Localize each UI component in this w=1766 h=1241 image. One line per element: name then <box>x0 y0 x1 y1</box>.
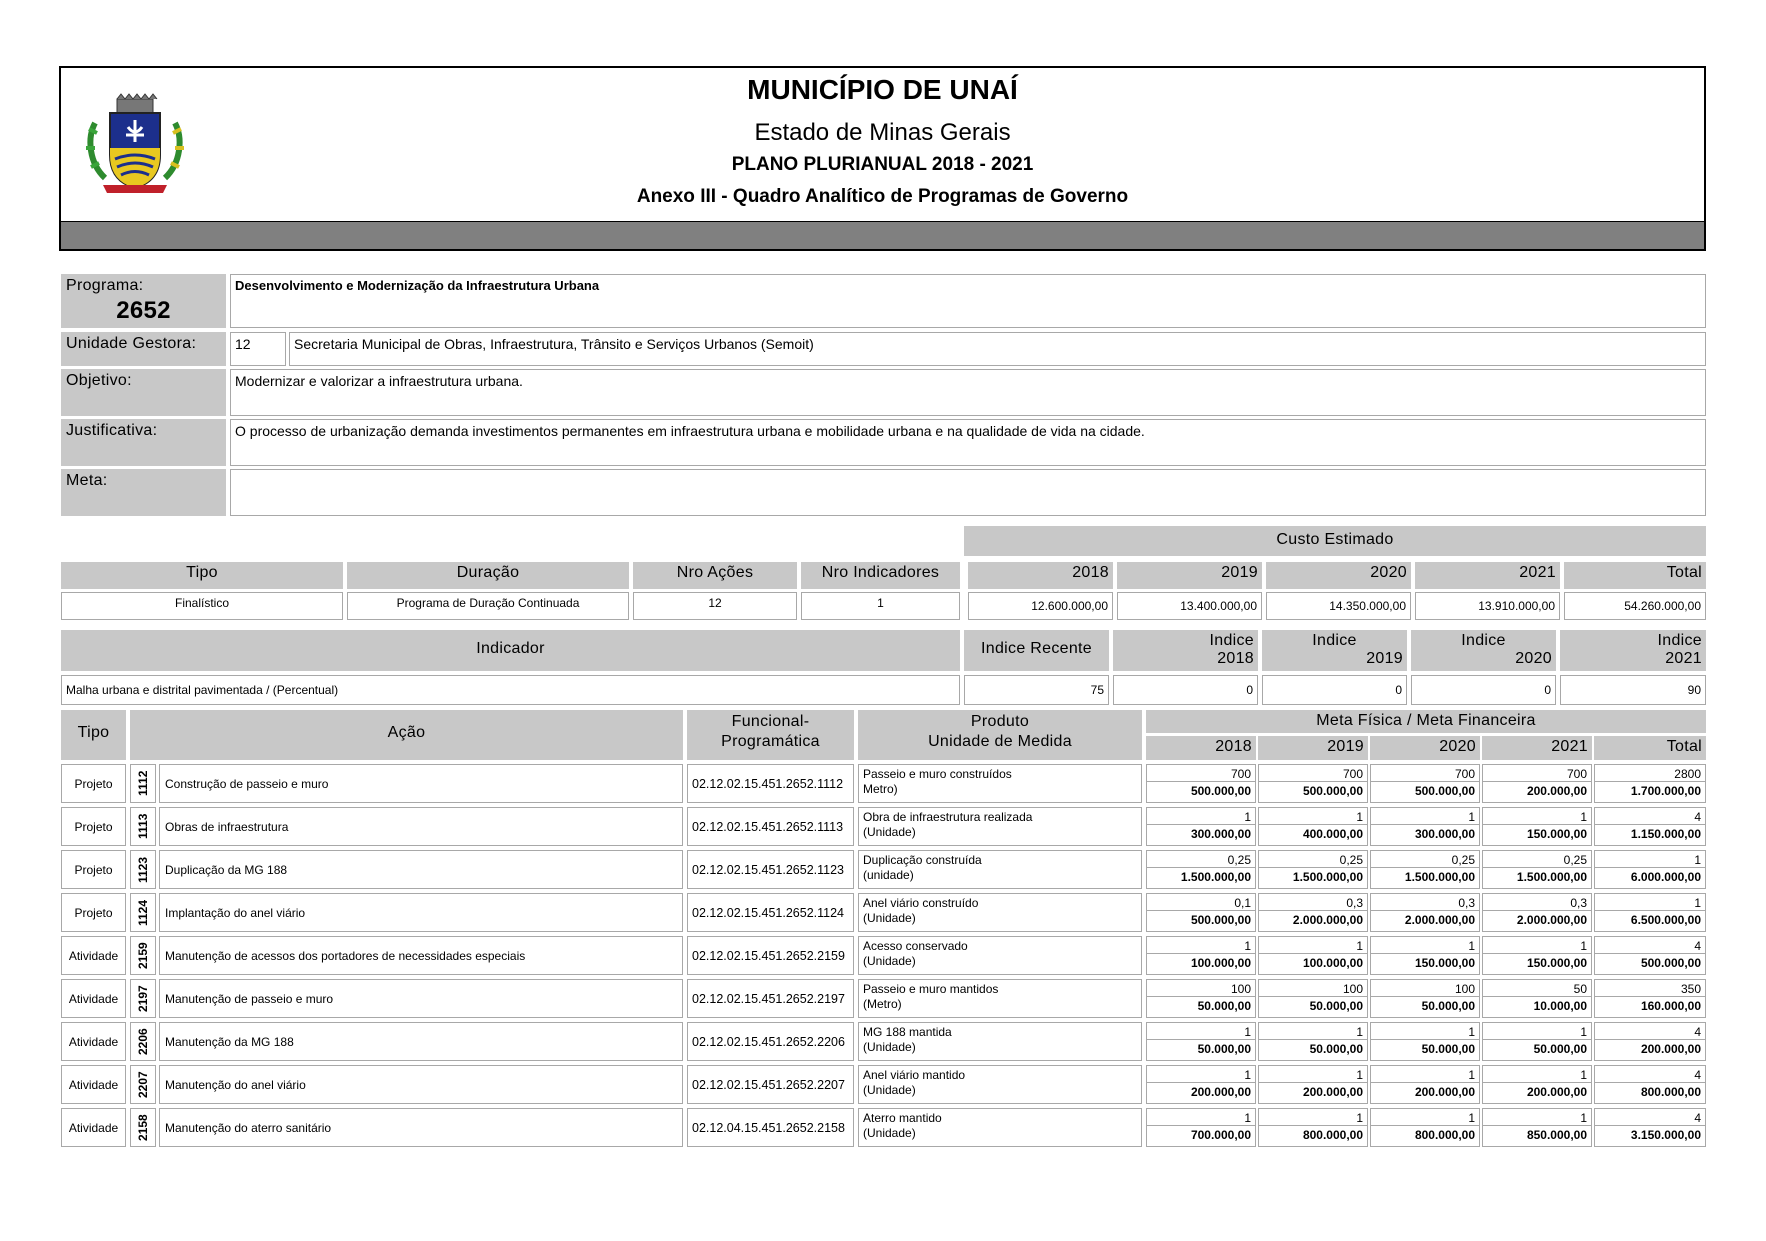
action-financial-goal: 3.150.000,00 <box>1595 1125 1705 1142</box>
action-physical-goal: 1 <box>1580 810 1587 824</box>
action-meta-cell <box>1258 1022 1368 1061</box>
action-physical-goal: 0,3 <box>1458 896 1475 910</box>
action-physical-goal: 1 <box>1244 810 1251 824</box>
indicator-header: Indicador <box>61 630 960 671</box>
action-physical-goal: 700 <box>1454 767 1475 781</box>
action-type: Projeto <box>61 850 126 889</box>
action-product-name: MG 188 mantida <box>863 1025 952 1039</box>
action-meta-cell <box>1258 936 1368 975</box>
action-meta-cell <box>1146 1108 1256 1147</box>
action-physical-goal: 700 <box>1230 767 1251 781</box>
action-financial-goal: 200.000,00 <box>1371 1082 1479 1099</box>
action-physical-goal: 4 <box>1694 1111 1701 1125</box>
action-functional: 02.12.02.15.451.2652.2206 <box>687 1022 854 1061</box>
index-2021-header-line2: 2021 <box>1665 650 1702 667</box>
action-physical-goal: 1 <box>1468 810 1475 824</box>
action-product-unit: (Unidade) <box>863 954 916 968</box>
action-financial-goal: 6.500.000,00 <box>1595 910 1705 927</box>
action-financial-goal: 700.000,00 <box>1147 1125 1255 1142</box>
action-name: Duplicação da MG 188 <box>159 850 683 889</box>
action-meta-cell <box>1370 936 1480 975</box>
action-code: 1112 <box>130 764 156 803</box>
action-financial-goal: 50.000,00 <box>1371 996 1479 1013</box>
action-product-unit: (Metro) <box>863 997 902 1011</box>
action-functional: 02.12.02.15.451.2652.1123 <box>687 850 854 889</box>
meta-year-header-y2018: 2018 <box>1146 736 1256 760</box>
action-code: 1123 <box>130 850 156 889</box>
action-physical-goal: 1 <box>1694 853 1701 867</box>
action-product-name: Anel viário construído <box>863 896 979 910</box>
action-type: Atividade <box>61 936 126 975</box>
action-meta-cell <box>1482 893 1592 932</box>
action-physical-goal: 100 <box>1230 982 1251 996</box>
unit-name: Secretaria Municipal de Obras, Infraestrutura, Trânsito e Serviços Urbanos (Semoit) <box>289 332 1706 366</box>
action-functional: 02.12.02.15.451.2652.2197 <box>687 979 854 1018</box>
index-2018-header-line1: Indice <box>1209 632 1254 649</box>
action-physical-goal: 350 <box>1680 982 1701 996</box>
index-2019-header-line1: Indice <box>1312 632 1357 649</box>
action-physical-goal: 1 <box>1468 1111 1475 1125</box>
action-financial-goal: 1.500.000,00 <box>1147 867 1255 884</box>
action-product-name: Passeio e muro construídos <box>863 767 1012 781</box>
indicator-2018: 0 <box>1113 675 1258 705</box>
action-meta-cell <box>1482 807 1592 846</box>
product-header-line1: Produto <box>970 713 1030 730</box>
action-financial-goal: 1.500.000,00 <box>1371 867 1479 884</box>
action-meta-cell <box>1146 893 1256 932</box>
action-financial-goal: 2.000.000,00 <box>1259 910 1367 927</box>
action-product <box>858 893 1142 932</box>
action-financial-goal: 2.000.000,00 <box>1483 910 1591 927</box>
action-financial-goal: 150.000,00 <box>1483 824 1591 841</box>
action-functional: 02.12.02.15.451.2652.1124 <box>687 893 854 932</box>
action-physical-goal: 1 <box>1356 1111 1363 1125</box>
action-physical-goal: 700 <box>1566 767 1587 781</box>
action-product-unit: Metro) <box>863 782 898 796</box>
index-2021-header-line1: Indice <box>1657 632 1702 649</box>
action-meta-cell <box>1146 1022 1256 1061</box>
action-physical-goal: 50 <box>1573 982 1587 996</box>
action-financial-goal: 50.000,00 <box>1371 1039 1479 1056</box>
action-physical-goal: 1 <box>1244 1111 1251 1125</box>
action-physical-goal: 4 <box>1694 1068 1701 1082</box>
action-physical-goal: 1 <box>1468 1068 1475 1082</box>
index-2019-header-line2: 2019 <box>1366 650 1403 667</box>
action-type: Atividade <box>61 1108 126 1147</box>
action-physical-goal: 1 <box>1356 810 1363 824</box>
justification-label: Justificativa: <box>61 419 226 466</box>
document-header <box>59 66 1706 251</box>
index-2020-header-line2: 2020 <box>1515 650 1552 667</box>
action-meta-cell <box>1370 979 1480 1018</box>
action-physical-goal: 0,1 <box>1234 896 1251 910</box>
summary-cost-2019: 13.400.000,00 <box>1117 592 1262 620</box>
unit-code: 12 <box>230 332 286 366</box>
meta-header: Meta Física / Meta Financeira <box>1146 710 1706 733</box>
action-meta-cell <box>1146 1065 1256 1104</box>
action-code: 1113 <box>130 807 156 846</box>
action-financial-goal: 400.000,00 <box>1259 824 1367 841</box>
summary-duration: Programa de Duração Continuada <box>347 592 629 620</box>
action-financial-goal: 1.500.000,00 <box>1259 867 1367 884</box>
action-financial-goal: 300.000,00 <box>1371 824 1479 841</box>
action-financial-goal: 150.000,00 <box>1371 953 1479 970</box>
summary-header-cost-total: Total <box>1564 562 1706 589</box>
index-2020-header <box>1411 630 1556 671</box>
action-meta-cell <box>1594 936 1706 975</box>
action-financial-goal: 1.500.000,00 <box>1483 867 1591 884</box>
action-physical-goal: 1 <box>1244 939 1251 953</box>
action-physical-goal: 100 <box>1454 982 1475 996</box>
action-meta-cell <box>1482 1108 1592 1147</box>
action-meta-cell <box>1370 807 1480 846</box>
action-meta-cell <box>1482 764 1592 803</box>
action-meta-cell <box>1370 1065 1480 1104</box>
action-code: 2207 <box>130 1065 156 1104</box>
action-type: Projeto <box>61 893 126 932</box>
action-physical-goal: 1 <box>1694 896 1701 910</box>
action-product <box>858 764 1142 803</box>
action-product-unit: (Unidade) <box>863 911 916 925</box>
action-physical-goal: 0,3 <box>1346 896 1363 910</box>
action-meta-cell <box>1258 893 1368 932</box>
summary-header-cost-2021: 2021 <box>1415 562 1560 589</box>
action-type: Projeto <box>61 807 126 846</box>
indicator-name: Malha urbana e distrital pavimentada / (Percentual) <box>61 675 960 705</box>
action-meta-cell <box>1594 850 1706 889</box>
goal-label: Meta: <box>61 469 226 516</box>
action-meta-cell <box>1482 936 1592 975</box>
cost-header: Custo Estimado <box>964 526 1706 556</box>
action-functional: 02.12.02.15.451.2652.1112 <box>687 764 854 803</box>
action-product <box>858 936 1142 975</box>
action-financial-goal: 1.150.000,00 <box>1595 824 1705 841</box>
action-physical-goal: 1 <box>1244 1068 1251 1082</box>
summary-action-count: 12 <box>633 592 797 620</box>
action-product-name: Passeio e muro mantidos <box>863 982 999 996</box>
action-physical-goal: 1 <box>1356 1068 1363 1082</box>
action-meta-cell <box>1482 850 1592 889</box>
action-product-name: Acesso conservado <box>863 939 968 953</box>
summary-cost-2020: 14.350.000,00 <box>1266 592 1411 620</box>
action-financial-goal: 50.000,00 <box>1147 996 1255 1013</box>
indicator-2021: 90 <box>1560 675 1706 705</box>
justification-text: O processo de urbanização demanda investimentos permanentes em infraestrutura urbana e mobilidade urbana e na qualidade de vida na cidade. <box>230 419 1706 466</box>
action-meta-cell <box>1594 1022 1706 1061</box>
action-meta-cell <box>1370 893 1480 932</box>
action-financial-goal: 100.000,00 <box>1147 953 1255 970</box>
functional-header-line2: Programática <box>721 733 820 750</box>
action-code: 2206 <box>130 1022 156 1061</box>
functional-header-line1: Funcional- <box>731 713 810 730</box>
action-financial-goal: 50.000,00 <box>1259 996 1367 1013</box>
summary-header-action-count: Nro Ações <box>633 562 797 589</box>
summary-cost-total: 54.260.000,00 <box>1564 592 1706 620</box>
meta-year-header-y2021: 2021 <box>1482 736 1592 760</box>
action-financial-goal: 200.000,00 <box>1595 1039 1705 1056</box>
action-meta-cell <box>1258 1065 1368 1104</box>
action-financial-goal: 2.000.000,00 <box>1371 910 1479 927</box>
summary-header-cost-2020: 2020 <box>1266 562 1411 589</box>
action-physical-goal: 0,25 <box>1339 853 1363 867</box>
action-functional: 02.12.02.15.451.2652.2159 <box>687 936 854 975</box>
action-name: Obras de infraestrutura <box>159 807 683 846</box>
index-2020-header-line1: Indice <box>1461 632 1506 649</box>
action-functional: 02.12.04.15.451.2652.2158 <box>687 1108 854 1147</box>
action-name: Manutenção de acessos dos portadores de necessidades especiais <box>159 936 683 975</box>
unit-label: Unidade Gestora: <box>61 332 226 366</box>
action-meta-cell <box>1146 850 1256 889</box>
action-physical-goal: 0,3 <box>1570 896 1587 910</box>
action-financial-goal: 6.000.000,00 <box>1595 867 1705 884</box>
action-meta-cell <box>1258 850 1368 889</box>
action-physical-goal: 1 <box>1468 939 1475 953</box>
program-label-cell <box>61 274 226 328</box>
action-physical-goal: 1 <box>1580 1025 1587 1039</box>
action-meta-cell <box>1482 1022 1592 1061</box>
meta-year-header-y2020: 2020 <box>1370 736 1480 760</box>
action-physical-goal: 100 <box>1342 982 1363 996</box>
action-financial-goal: 500.000,00 <box>1371 781 1479 798</box>
action-meta-cell <box>1258 1108 1368 1147</box>
action-physical-goal: 0,25 <box>1227 853 1251 867</box>
action-financial-goal: 200.000,00 <box>1147 1082 1255 1099</box>
action-name: Manutenção do aterro sanitário <box>159 1108 683 1147</box>
action-meta-cell <box>1594 979 1706 1018</box>
action-meta-cell <box>1594 807 1706 846</box>
action-meta-cell <box>1146 764 1256 803</box>
action-code: 1124 <box>130 893 156 932</box>
product-header <box>858 710 1142 760</box>
action-meta-cell <box>1594 893 1706 932</box>
indicator-2019: 0 <box>1262 675 1407 705</box>
action-product <box>858 1022 1142 1061</box>
action-product-name: Anel viário mantido <box>863 1068 966 1082</box>
action-code: 2197 <box>130 979 156 1018</box>
action-product-unit: (unidade) <box>863 868 914 882</box>
program-name: Desenvolvimento e Modernização da Infraestrutura Urbana <box>230 274 1706 328</box>
action-physical-goal: 0,25 <box>1563 853 1587 867</box>
action-meta-cell <box>1594 1108 1706 1147</box>
action-physical-goal: 1 <box>1580 1111 1587 1125</box>
summary-header-cost-2018: 2018 <box>968 562 1113 589</box>
action-name: Manutenção da MG 188 <box>159 1022 683 1061</box>
action-meta-cell <box>1370 1022 1480 1061</box>
summary-header-cost-2019: 2019 <box>1117 562 1262 589</box>
action-financial-goal: 150.000,00 <box>1483 953 1591 970</box>
summary-type: Finalístico <box>61 592 343 620</box>
municipality-title: MUNICÍPIO DE UNAÍ <box>747 74 1018 105</box>
action-product <box>858 1108 1142 1147</box>
action-product-name: Duplicação construída <box>863 853 982 867</box>
action-physical-goal: 1 <box>1468 1025 1475 1039</box>
state-title: Estado de Minas Gerais <box>754 119 1011 146</box>
plan-title: PLANO PLURIANUAL 2018 - 2021 <box>731 154 1034 175</box>
action-financial-goal: 800.000,00 <box>1371 1125 1479 1142</box>
action-name: Manutenção do anel viário <box>159 1065 683 1104</box>
summary-header-indicator-count: Nro Indicadores <box>801 562 960 589</box>
action-name: Construção de passeio e muro <box>159 764 683 803</box>
action-physical-goal: 0,25 <box>1451 853 1475 867</box>
action-financial-goal: 200.000,00 <box>1483 781 1591 798</box>
action-product-unit: (Unidade) <box>863 1126 916 1140</box>
action-financial-goal: 10.000,00 <box>1483 996 1591 1013</box>
action-product-unit: (Unidade) <box>863 1083 916 1097</box>
index-2018-header <box>1113 630 1258 671</box>
summary-cost-2018: 12.600.000,00 <box>968 592 1113 620</box>
meta-year-header-y2019: 2019 <box>1258 736 1368 760</box>
action-code: 2158 <box>130 1108 156 1147</box>
action-meta-cell <box>1594 764 1706 803</box>
action-meta-cell <box>1370 764 1480 803</box>
action-name: Manutenção de passeio e muro <box>159 979 683 1018</box>
index-2019-header <box>1262 630 1407 671</box>
summary-cost-2021: 13.910.000,00 <box>1415 592 1560 620</box>
action-meta-cell <box>1146 936 1256 975</box>
actions-name-header: Ação <box>130 710 683 760</box>
meta-year-header-total: Total <box>1594 736 1706 760</box>
program-code: 2652 <box>116 297 171 324</box>
action-financial-goal: 200.000,00 <box>1483 1082 1591 1099</box>
program-label: Programa: <box>66 277 144 294</box>
action-financial-goal: 800.000,00 <box>1595 1082 1705 1099</box>
action-meta-cell <box>1370 1108 1480 1147</box>
action-financial-goal: 160.000,00 <box>1595 996 1705 1013</box>
action-financial-goal: 50.000,00 <box>1483 1039 1591 1056</box>
action-product <box>858 807 1142 846</box>
action-code: 2159 <box>130 936 156 975</box>
functional-header <box>687 710 854 760</box>
action-physical-goal: 1 <box>1356 1025 1363 1039</box>
objective-label: Objetivo: <box>61 369 226 416</box>
product-header-line2: Unidade de Medida <box>928 733 1072 750</box>
action-financial-goal: 850.000,00 <box>1483 1125 1591 1142</box>
goal-text <box>230 469 1706 516</box>
action-financial-goal: 500.000,00 <box>1147 910 1255 927</box>
action-functional: 02.12.02.15.451.2652.2207 <box>687 1065 854 1104</box>
action-physical-goal: 1 <box>1244 1025 1251 1039</box>
index-2018-header-line2: 2018 <box>1217 650 1254 667</box>
action-meta-cell <box>1258 807 1368 846</box>
action-name: Implantação do anel viário <box>159 893 683 932</box>
action-financial-goal: 1.700.000,00 <box>1595 781 1705 798</box>
action-functional: 02.12.02.15.451.2652.1113 <box>687 807 854 846</box>
action-financial-goal: 300.000,00 <box>1147 824 1255 841</box>
action-financial-goal: 500.000,00 <box>1595 953 1705 970</box>
action-physical-goal: 4 <box>1694 1025 1701 1039</box>
action-financial-goal: 50.000,00 <box>1147 1039 1255 1056</box>
summary-indicator-count: 1 <box>801 592 960 620</box>
action-physical-goal: 1 <box>1580 939 1587 953</box>
action-product <box>858 850 1142 889</box>
action-physical-goal: 700 <box>1342 767 1363 781</box>
recent-index-header: Indice Recente <box>964 630 1109 671</box>
action-type: Projeto <box>61 764 126 803</box>
action-meta-cell <box>1482 1065 1592 1104</box>
indicator-2020: 0 <box>1411 675 1556 705</box>
action-meta-cell <box>1482 979 1592 1018</box>
action-product <box>858 979 1142 1018</box>
indicator-recent: 75 <box>964 675 1109 705</box>
objective-text: Modernizar e valorizar a infraestrutura urbana. <box>230 369 1706 416</box>
action-product-name: Obra de infraestrutura realizada <box>863 810 1033 824</box>
action-physical-goal: 2800 <box>1674 767 1701 781</box>
action-physical-goal: 4 <box>1694 939 1701 953</box>
action-meta-cell <box>1258 764 1368 803</box>
index-2021-header <box>1560 630 1706 671</box>
action-product-unit: (Unidade) <box>863 1040 916 1054</box>
action-financial-goal: 200.000,00 <box>1259 1082 1367 1099</box>
action-physical-goal: 4 <box>1694 810 1701 824</box>
action-meta-cell <box>1146 807 1256 846</box>
actions-type-header: Tipo <box>61 710 126 760</box>
action-financial-goal: 100.000,00 <box>1259 953 1367 970</box>
action-type: Atividade <box>61 979 126 1018</box>
action-financial-goal: 50.000,00 <box>1259 1039 1367 1056</box>
action-product-unit: (Unidade) <box>863 825 916 839</box>
summary-header-type: Tipo <box>61 562 343 589</box>
summary-header-duration: Duração <box>347 562 629 589</box>
header-band <box>61 221 1704 249</box>
action-type: Atividade <box>61 1022 126 1061</box>
action-product-name: Aterro mantido <box>863 1111 942 1125</box>
action-meta-cell <box>1370 850 1480 889</box>
action-financial-goal: 500.000,00 <box>1147 781 1255 798</box>
action-physical-goal: 1 <box>1356 939 1363 953</box>
action-physical-goal: 1 <box>1580 1068 1587 1082</box>
action-financial-goal: 800.000,00 <box>1259 1125 1367 1142</box>
action-product <box>858 1065 1142 1104</box>
action-meta-cell <box>1258 979 1368 1018</box>
action-financial-goal: 500.000,00 <box>1259 781 1367 798</box>
annex-title: Anexo III - Quadro Analítico de Programas de Governo <box>636 186 1129 207</box>
action-meta-cell <box>1146 979 1256 1018</box>
action-type: Atividade <box>61 1065 126 1104</box>
action-meta-cell <box>1594 1065 1706 1104</box>
